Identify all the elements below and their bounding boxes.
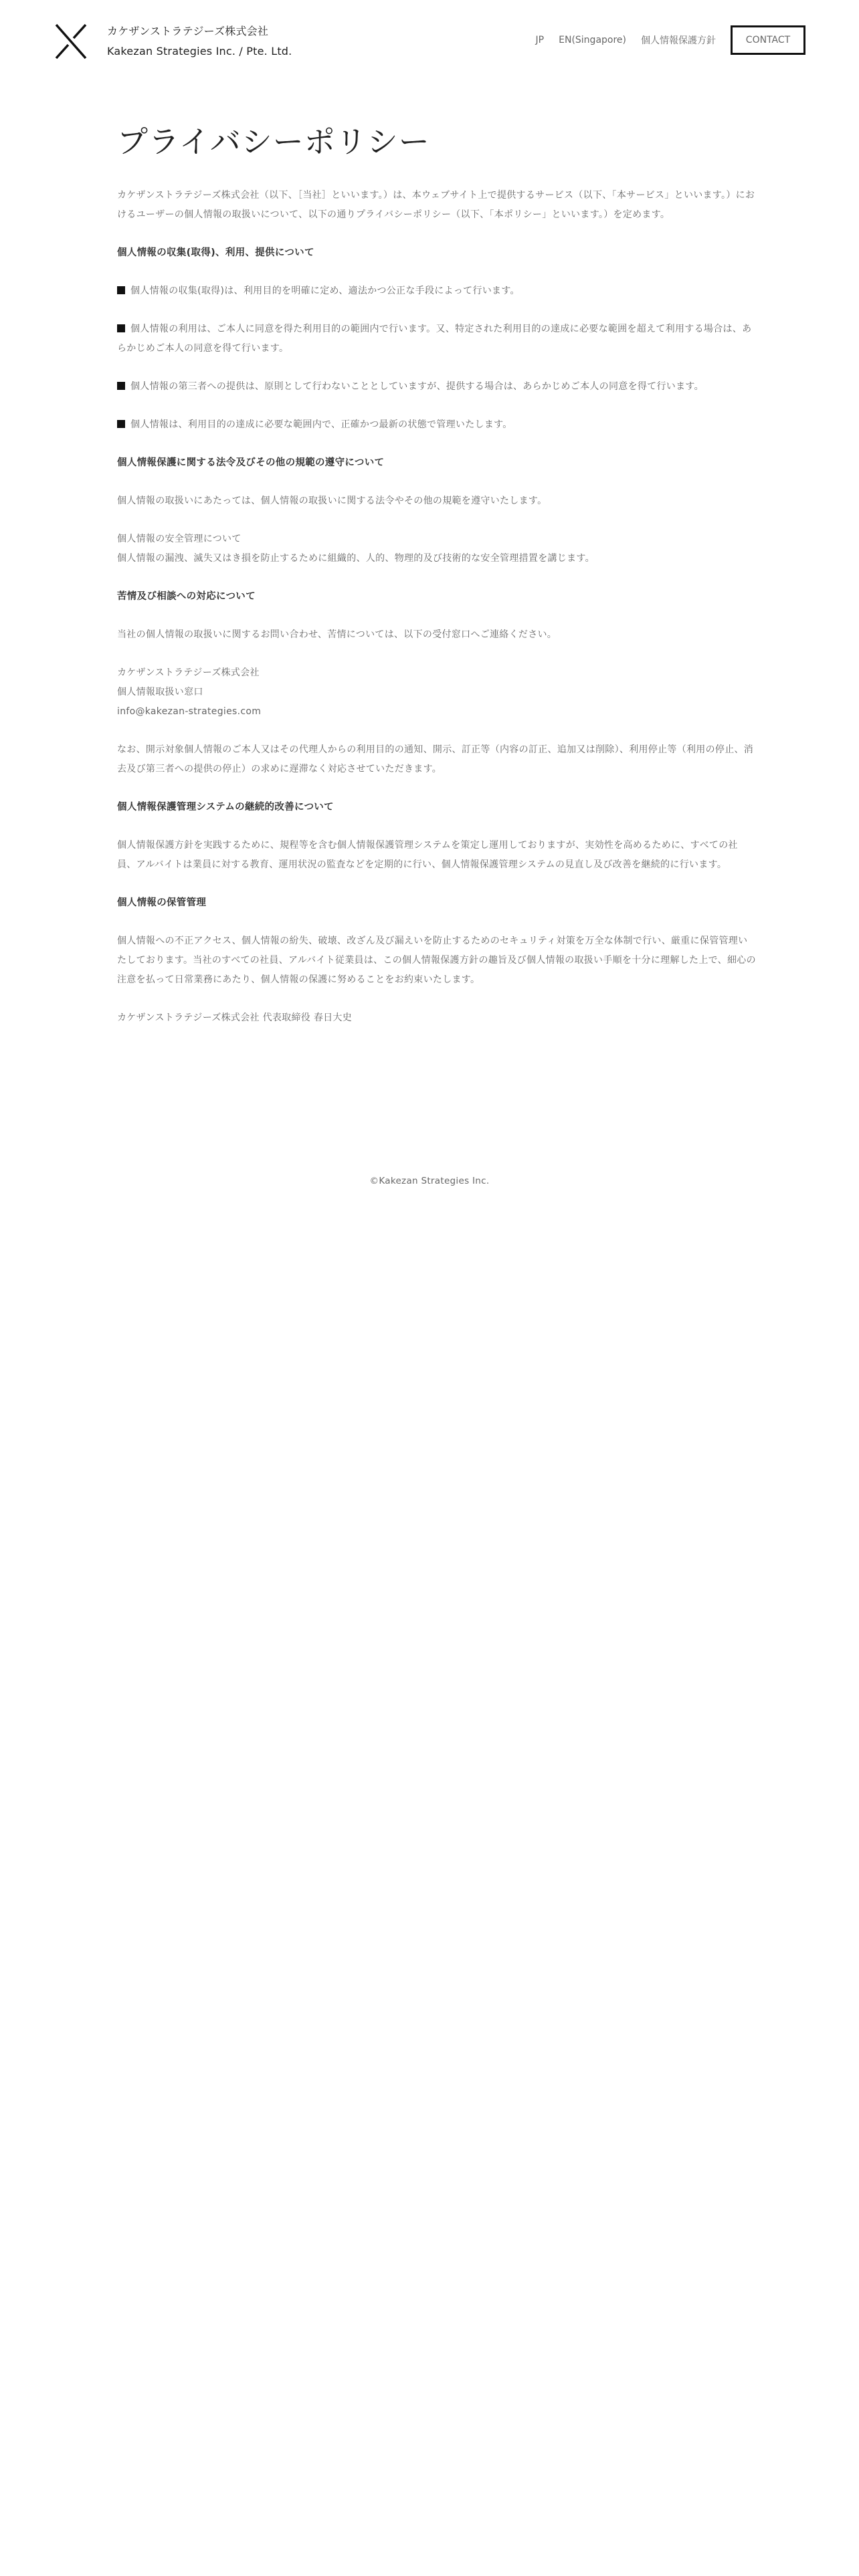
list-item-text: 個人情報の利用は、ご本人に同意を得た利用目的の範囲内で行います。又、特定された利用目的の達成に必要な範囲を超えて利用する場合は、あらかじめご本人の同意を得て行います。 [117, 324, 752, 354]
complaints-paragraph: 当社の個人情報の取扱いに関するお問い合わせ、苦情については、以下の受付窓口へご連絡ください。 [117, 629, 557, 640]
main-content [117, 120, 756, 1028]
improvement-paragraph: 個人情報保護方針を実践するために、規程等を含む個人情報保護管理システムを策定し運用しておりますが、実効性を高めるために、すべての社員、アルバイトは業員に対する教育、運用状況の監査などを定期的に行い、個人情報保護管理システムの見直し及び改善を継続的に行います。 [117, 840, 738, 870]
square-bullet-icon [117, 420, 125, 428]
safety-subheading: 個人情報の安全管理について [117, 534, 242, 544]
top-nav [536, 25, 805, 55]
site-header [0, 0, 859, 80]
section-heading-compliance: 個人情報保護に関する法令及びその他の規範の遵守について [117, 457, 385, 468]
list-item [117, 377, 756, 397]
section-heading-complaints: 苦情及び相談への対応について [117, 591, 256, 602]
logo-link[interactable] [54, 21, 292, 62]
list-item-text: 個人情報の収集(取得)は、利用目的を明確に定め、適法かつ公正な手段によって行います。 [130, 286, 520, 296]
square-bullet-icon [117, 382, 125, 390]
contact-desk: 個人情報取扱い窓口 [117, 687, 203, 697]
list-item-text: 個人情報は、利用目的の達成に必要な範囲内で、正確かつ最新の状態で管理いたします。 [130, 419, 512, 430]
compliance-paragraph: 個人情報の取扱いにあたっては、個人情報の取扱いに関する法令やその他の規範を遵守いたします。 [117, 496, 547, 506]
copyright-text: ©Kakezan Strategies Inc. [369, 1176, 490, 1186]
list-item [117, 415, 756, 435]
safety-paragraph: 個人情報の漏洩、滅失又はき損を防止するために組織的、人的、物理的及び技術的な安全管理措置を講じます。 [117, 553, 595, 564]
company-name-en: Kakezan Strategies Inc. / Pte. Ltd. [107, 45, 292, 58]
section-heading-storage: 個人情報の保管管理 [117, 897, 207, 908]
nav-link-jp[interactable]: JP [535, 35, 545, 45]
contact-email-link[interactable]: info@kakezan-strategies.com [117, 706, 262, 717]
list-item [117, 320, 756, 358]
section-heading-collection: 個人情報の収集(取得)、利用、提供について [117, 247, 314, 258]
contact-company: カケザンストラテジーズ株式会社 [117, 667, 260, 678]
intro-paragraph: カケザンストラテジーズ株式会社（以下、［当社］といいます。）は、本ウェブサイト上で提供するサービス（以下、「本サービス」といいます。）におけるユーザーの個人情報の取扱いについて、以下の通りプライバシーポリシー（以下、「本ポリシー」といいます。）を定めます。 [117, 190, 755, 220]
logo-mark-icon [54, 22, 88, 61]
disclosure-paragraph: なお、開示対象個人情報のご本人又はその代理人からの利用目的の通知、開示、訂正等（内容の訂正、追加又は削除）、利用停止等（利用の停止、消去及び第三者への提供の停止）の求めに遅滞なく対応させていただきます。 [117, 744, 754, 774]
company-name-ja: カケザンストラテジーズ株式会社 [107, 25, 269, 37]
storage-paragraph: 個人情報への不正アクセス、個人情報の紛失、破壊、改ざん及び漏えいを防止するためのセキュリティ対策を万全な体制で行い、厳重に保管管理いたしております。当社のすべての社員、アルバイト従業員は、この個人情報保護方針の趣旨及び個人情報の取扱い手順を十分に理解した上で、細心の注意を払って日常業務にあたり、個人情報の保護に努めることをお約束いたします。 [117, 936, 756, 985]
site-footer [0, 1174, 859, 1186]
list-item-text: 個人情報の第三者への提供は、原則として行わないこととしていますが、提供する場合は、あらかじめご本人の同意を得て行います。 [130, 381, 704, 392]
list-item [117, 282, 756, 301]
safety-block [117, 530, 756, 568]
section-heading-improvement: 個人情報保護管理システムの継続的改善について [117, 802, 334, 813]
nav-link-en-singapore[interactable]: EN(Singapore) [559, 35, 626, 45]
nav-link-privacy-policy[interactable]: 個人情報保護方針 [641, 35, 716, 46]
square-bullet-icon [117, 324, 125, 332]
signature: カケザンストラテジーズ株式会社 代表取締役 春日大史 [117, 1012, 353, 1023]
contact-button[interactable]: CONTACT [731, 25, 805, 55]
logo-text [107, 21, 292, 62]
page-title: プライバシーポリシー [117, 124, 430, 160]
square-bullet-icon [117, 286, 125, 294]
contact-block [117, 663, 756, 722]
